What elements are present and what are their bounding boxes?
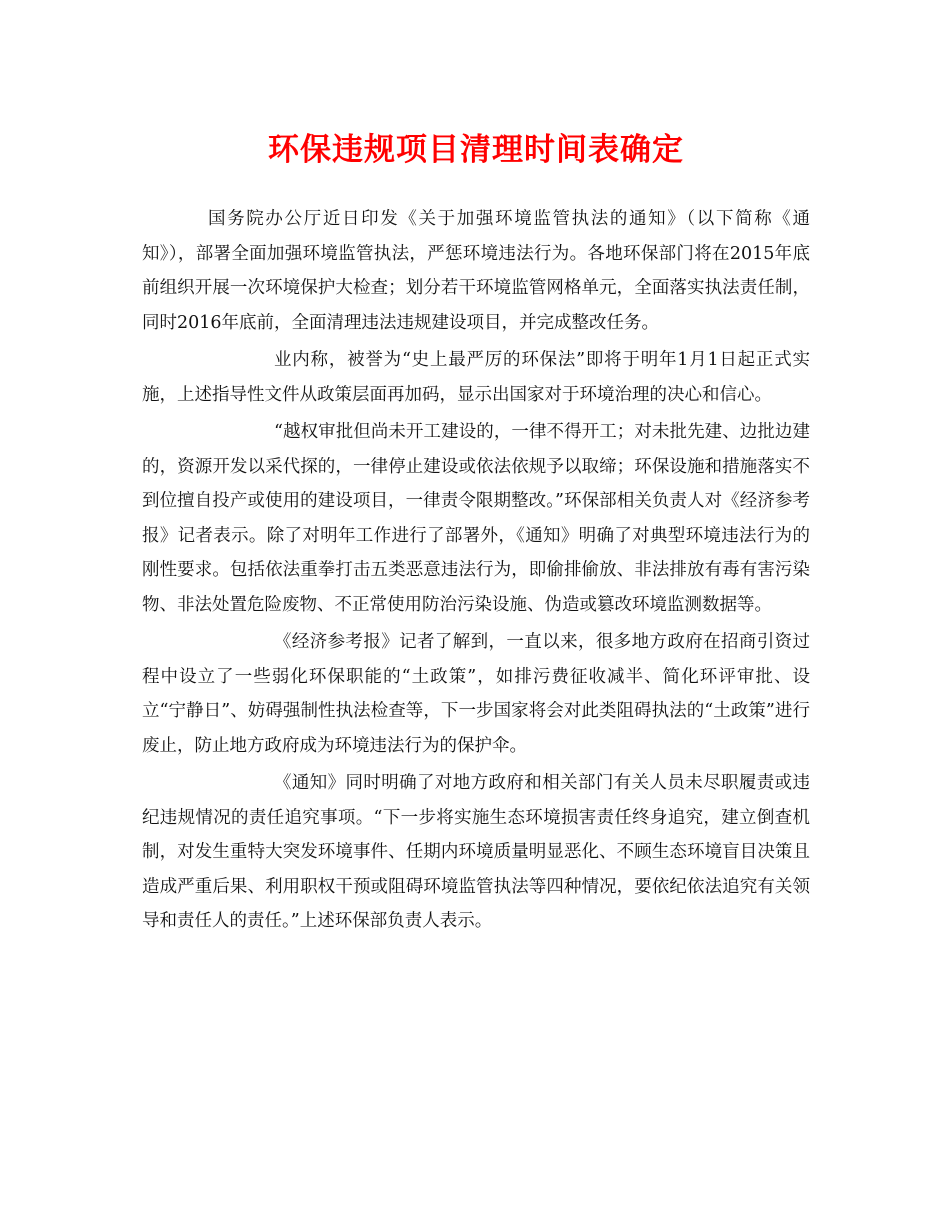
document-title: 环保违规项目清理时间表确定	[268, 132, 684, 168]
paragraph-5: 《通知》同时明确了对地方政府和相关部门有关人员未尽职履责或违纪违规情况的责任追究事项。“下一步将实施生态环境损害责任终身追究，建立倒查机制，对发生重特大突发环境事件、任期内环境质量明显恶化、不顾生态环境盲目决策且造成严重后果、利用职权干预或阻碍环境监管执法等四种情况，要依纪依法追究有关领导和责任人的责任。”上述环保部负责人表示。	[142, 773, 810, 931]
paragraph-4: 《经济参考报》记者了解到，一直以来，很多地方政府在招商引资过程中设立了一些弱化环保职能的“土政策”，如排污费征收减半、简化环评审批、设立“宁静日”、妨碍强制性执法检查等，下一步国家将会对此类阻碍执法的“土政策”进行废止，防止地方政府成为环境违法行为的保护伞。	[142, 632, 810, 756]
paragraph-3: “越权审批但尚未开工建设的，一律不得开工；对未批先建、边批边建的，资源开发以采代探的，一律停止建设或依法依规予以取缔；环保设施和措施落实不到位擅自投产或使用的建设项目，一律责令限期整改。”环保部相关负责人对《经济参考报》记者表示。除了对明年工作进行了部署外，《通知》明确了对典型环境违法行为的刚性要求。包括依法重拳打击五类恶意违法行为，即偷排偷放、非法排放有毒有害污染物、非法处置危险废物、不正常使用防治污染设施、伪造或篡改环境监测数据等。	[142, 422, 810, 615]
paragraph-2: 业内称，被誉为“史上最严厉的环保法”即将于明年1月1日起正式实施，上述指导性文件从政策层面再加码，显示出国家对于环境治理的决心和信心。	[142, 350, 810, 405]
document-body	[142, 202, 810, 939]
paragraph-1: 国务院办公厅近日印发《关于加强环境监管执法的通知》（以下简称《通知》），部署全面加强环境监管执法，严惩环境违法行为。各地环保部门将在2015年底前组织开展一次环境保护大检查；划分若干环境监管网格单元，全面落实执法责任制，同时2016年底前，全面清理违法违规建设项目，并完成整改任务。	[142, 209, 810, 333]
document-page	[142, 0, 810, 942]
